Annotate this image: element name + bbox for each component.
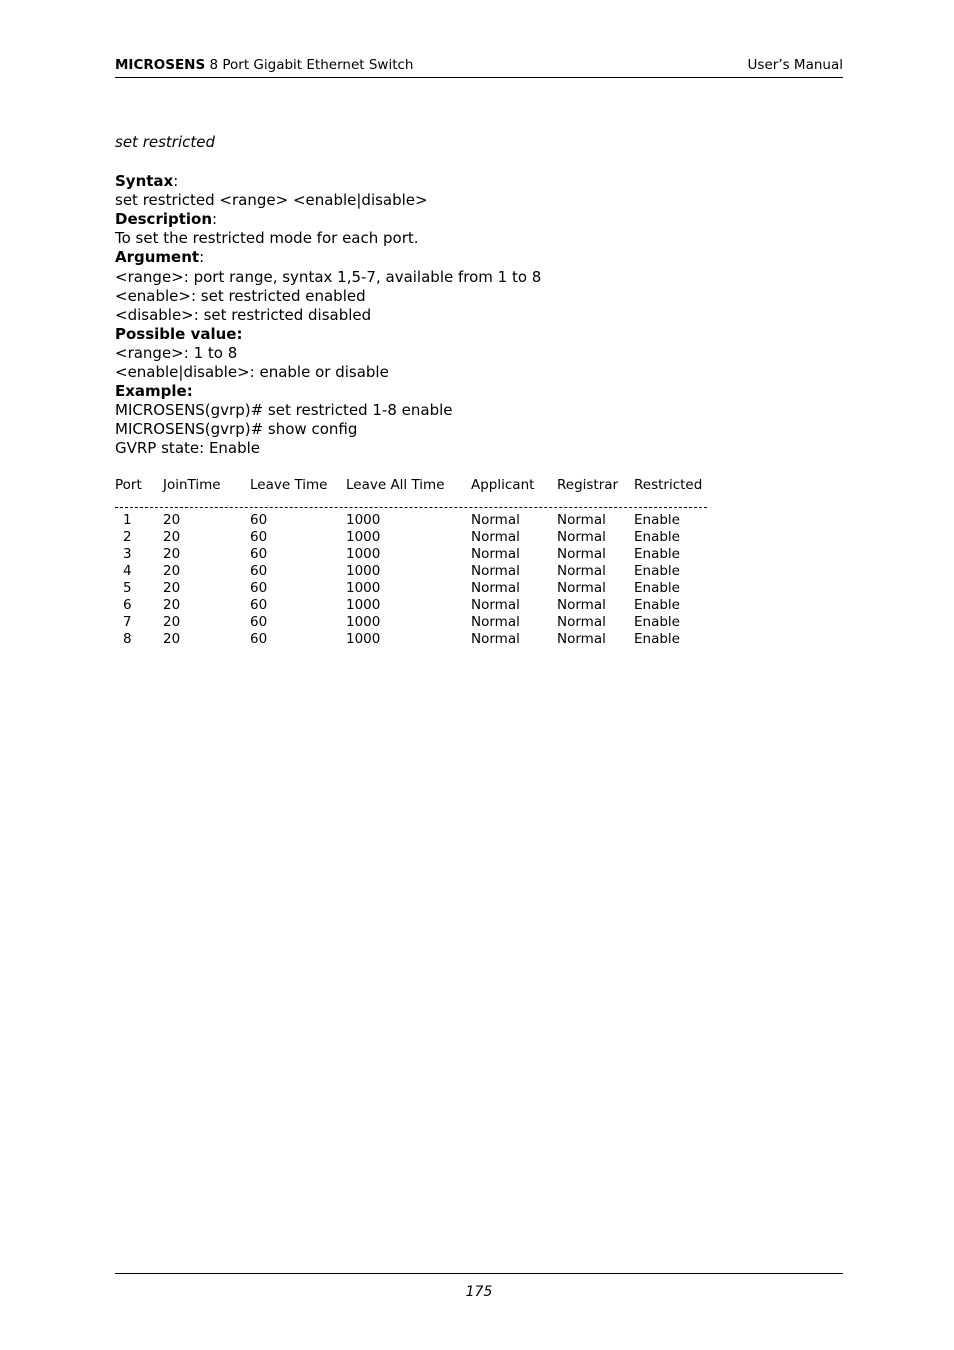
table-row: 1 20 60 1000 Normal Normal Enable	[123, 512, 680, 528]
product-title: 8 Port Gigabit Ethernet Switch	[205, 57, 414, 73]
example-line: MICROSENS(gvrp)# set restricted 1-8 enable	[115, 401, 453, 420]
table-row: 7 20 60 1000 Normal Normal Enable	[123, 614, 680, 630]
argument-line: <range>: port range, syntax 1,5-7, available from 1 to 8	[115, 267, 542, 286]
example-line: MICROSENS(gvrp)# show config	[115, 420, 358, 439]
table-row: 5 20 60 1000 Normal Normal Enable	[123, 580, 680, 596]
manual-label: User’s Manual	[747, 57, 843, 73]
command-name: set restricted	[115, 133, 215, 151]
argument-line: <enable>: set restricted enabled	[115, 286, 366, 305]
table-row: 4 20 60 1000 Normal Normal Enable	[123, 563, 680, 579]
argument-heading: Argument:	[115, 248, 205, 267]
command-section	[115, 133, 843, 459]
column-header-restricted: Restricted	[634, 477, 703, 493]
page-number: 175	[465, 1284, 493, 1300]
syntax-heading: Syntax:	[115, 172, 179, 191]
header-title	[115, 57, 413, 73]
description-heading: Description:	[115, 210, 218, 229]
possible-value-line: <range>: 1 to 8	[115, 343, 238, 362]
argument-line: <disable>: set restricted disabled	[115, 305, 372, 324]
column-header-leave-time: Leave Time	[250, 477, 328, 493]
description-text: To set the restricted mode for each port.	[115, 229, 419, 248]
table-divider	[115, 497, 707, 508]
table-row: 2 20 60 1000 Normal Normal Enable	[123, 529, 680, 545]
table-row: 6 20 60 1000 Normal Normal Enable	[123, 597, 680, 613]
column-header-registrar: Registrar	[557, 477, 619, 493]
column-header-port: Port	[115, 477, 142, 493]
possible-value-heading: Possible value:	[115, 324, 243, 343]
column-header-leave-all-time: Leave All Time	[346, 477, 445, 493]
column-header-applicant: Applicant	[471, 477, 535, 493]
brand-name: MICROSENS	[115, 57, 206, 73]
possible-value-line: <enable|disable>: enable or disable	[115, 363, 389, 382]
syntax-text: set restricted <range> <enable|disable>	[115, 191, 428, 210]
config-table-body	[115, 512, 715, 648]
footer-divider	[115, 1273, 843, 1274]
table-row: 8 20 60 1000 Normal Normal Enable	[123, 631, 680, 647]
table-row: 3 20 60 1000 Normal Normal Enable	[123, 546, 680, 562]
example-heading: Example:	[115, 382, 193, 401]
column-header-jointime: JoinTime	[163, 477, 221, 493]
example-line: GVRP state: Enable	[115, 439, 261, 458]
page-header	[115, 57, 843, 78]
